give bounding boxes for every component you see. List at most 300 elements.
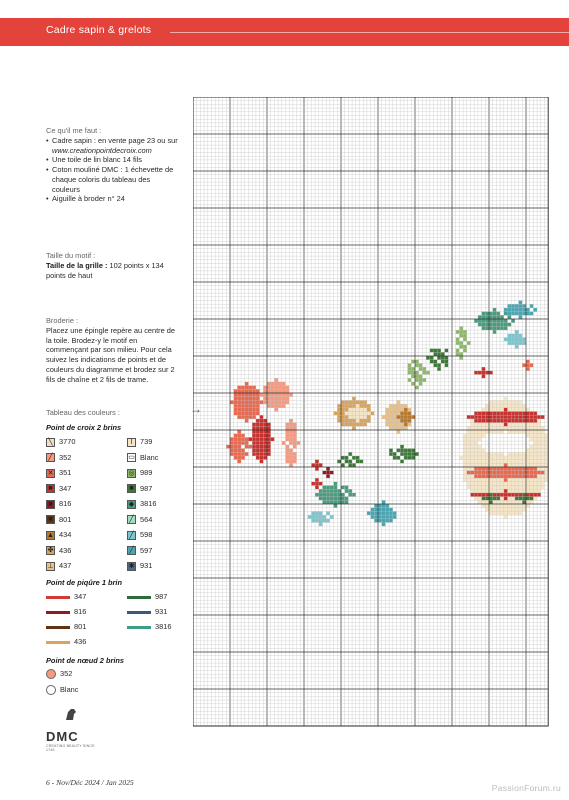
stitch-cell [515,456,519,460]
stitch-cell [289,449,293,453]
stitch-cell [530,497,534,501]
stitch-cell [519,511,523,515]
stitch-cell [519,467,523,471]
stitch-cell [252,426,256,430]
stitch-cell [471,415,475,419]
stitch-cell [493,486,497,490]
stitch-cell [441,356,445,360]
stitch-cell [267,434,271,438]
stitch-cell [226,445,230,449]
stitch-cell [526,430,530,434]
stitch-cell [237,393,241,397]
stitch-cell [263,452,267,456]
stitch-cell [323,500,327,504]
stitch-cell [541,456,545,460]
stitch-cell [260,419,264,423]
stitch-cell [522,341,526,345]
stitch-cell [530,493,534,497]
stitch-cell [496,500,500,504]
stitch-cell [522,452,526,456]
stitch-cell [245,452,249,456]
stitch-cell [323,471,327,475]
stitch-cell [378,519,382,523]
stitch-cell [522,508,526,512]
stitch-cell [530,467,534,471]
stitch-cell [511,400,515,404]
stitch-cell [482,497,486,501]
stitch-cell [348,404,352,408]
stitch-cell [256,456,260,460]
stitch-cell [530,489,534,493]
stitch-cell [382,504,386,508]
stitch-cell [493,467,497,471]
stitch-cell [474,486,478,490]
stitch-cell [519,449,523,453]
stitch-cell [234,449,238,453]
stitch-cell [385,423,389,427]
stitch-cell [408,419,412,423]
stitch-cell [389,426,393,430]
stitch-cell [367,419,371,423]
stitch-cell [526,412,530,416]
stitch-cell [496,445,500,449]
stitch-cell [519,478,523,482]
stitch-cell [504,449,508,453]
stitch-cell [533,423,537,427]
stitch-cell [508,334,512,338]
stitch-cell [485,508,489,512]
website-link[interactable]: www.creationpointdecroix.com [52,145,152,155]
stitch-cell [459,345,463,349]
stitch-cell [252,423,256,427]
stitch-cell [234,445,238,449]
stitch-cell [463,445,467,449]
stitch-cell [533,497,537,501]
stitch-cell [382,523,386,527]
stitch-cell [485,415,489,419]
stitch-cell [363,400,367,404]
stitch-cell [385,412,389,416]
stitch-cell [463,334,467,338]
stitch-cell [545,478,549,482]
stitch-cell [515,497,519,501]
stitch-cell [530,463,534,467]
stitch-cell [500,463,504,467]
stitch-cell [504,312,508,316]
stitch-cell [326,489,330,493]
stitch-cell [541,474,545,478]
stitch-cell [367,415,371,419]
stitch-cell [482,371,486,375]
stitch-cell [482,415,486,419]
stitch-cell [522,471,526,475]
stitch-cell [234,412,238,416]
stitch-cell [530,474,534,478]
stitch-cell [515,460,519,464]
legend-title: Tableau des couleurs : [46,408,120,417]
stitch-cell [385,408,389,412]
stitch-cell [489,423,493,427]
stitch-cell [515,423,519,427]
stitch-cell [508,338,512,342]
stitch-cell [274,378,278,382]
dmc-horse-icon [46,706,98,724]
stitch-cell [493,497,497,501]
stitch-cell [496,511,500,515]
stitch-cell [274,400,278,404]
stitch-cell [286,393,290,397]
stitch-cell [537,456,541,460]
stitch-cell [496,412,500,416]
stitch-cell [249,397,253,401]
stitch-cell [519,500,523,504]
stitch-cell [426,356,430,360]
stitch-cell [489,323,493,327]
stitch-cell [530,415,534,419]
stitch-cell [389,419,393,423]
french-knot-icon [46,669,56,679]
stitch-cell [356,412,360,416]
stitch-cell [389,408,393,412]
header-bar [0,18,569,46]
stitch-cell [367,404,371,408]
stitch-cell [504,504,508,508]
stitch-cell [286,423,290,427]
stitch-symbol-icon: ⊥ [47,562,54,570]
stitch-cell [415,386,419,390]
header-divider [170,32,569,33]
stitch-cell [463,434,467,438]
stitch-cell [526,408,530,412]
stitch-cell [519,404,523,408]
stitch-cell [337,460,341,464]
stitch-cell [526,360,530,364]
stitch-cell [415,360,419,364]
stitch-cell [408,412,412,416]
stitch-cell [323,493,327,497]
stitch-cell [489,434,493,438]
stitch-cell [545,437,549,441]
stitch-cell [511,304,515,308]
stitch-cell [522,456,526,460]
stitch-cell [263,389,267,393]
list-item: • Aiguille à broder n° 24 [46,194,178,204]
stitch-cell [526,460,530,464]
legend-item-597: ╱ 597 [127,546,152,556]
stitch-cell [496,497,500,501]
stitch-cell [485,434,489,438]
stitch-cell [245,419,249,423]
stitch-cell [500,408,504,412]
stitch-cell [249,415,253,419]
stitch-cell [274,404,278,408]
stitch-cell [530,419,534,423]
stitch-cell [334,493,338,497]
stitch-cell [363,408,367,412]
stitch-cell [411,371,415,375]
stitch-cell [267,452,271,456]
stitch-cell [500,426,504,430]
backstitch-item-436: 436 [46,637,86,647]
stitch-cell [489,452,493,456]
stitch-cell [397,408,401,412]
list-item: • Une toile de lin blanc 14 fils [46,155,178,165]
stitch-cell [545,463,549,467]
stitch-cell [530,449,534,453]
stitch-cell [478,412,482,416]
stitch-cell [330,489,334,493]
stitch-cell [508,441,512,445]
stitch-cell [493,423,497,427]
stitch-cell [474,456,478,460]
stitch-cell [404,404,408,408]
stitch-cell [267,430,271,434]
stitch-cell [241,386,245,390]
stitch-cell [334,504,338,508]
stitch-cell [471,489,475,493]
stitch-cell [478,456,482,460]
stitch-cell [389,511,393,515]
stitch-cell [334,500,338,504]
stitch-cell [330,515,334,519]
stitch-cell [533,478,537,482]
cross-stitch-chart [193,97,549,728]
stitch-cell [348,493,352,497]
stitch-cell [482,312,486,316]
stitch-cell [267,441,271,445]
stitch-cell [467,426,471,430]
stitch-cell [522,478,526,482]
stitch-cell [360,408,364,412]
stitch-cell [241,449,245,453]
stitch-cell [245,445,249,449]
stitch-cell [419,367,423,371]
stitch-cell [245,397,249,401]
stitch-cell [508,497,512,501]
stitch-cell [474,474,478,478]
stitch-cell [234,397,238,401]
stitch-cell [408,371,412,375]
stitch-cell [378,508,382,512]
stitch-cell [397,449,401,453]
stitch-cell [508,508,512,512]
stitch-cell [319,519,323,523]
stitch-cell [496,419,500,423]
stitch-cell [526,452,530,456]
stitch-cell [393,452,397,456]
stitch-cell [419,382,423,386]
stitch-cell [522,415,526,419]
stitch-cell [537,452,541,456]
stitch-cell [441,360,445,364]
legend-item-blanc: ▭ Blanc [128,452,159,462]
legend-item-598: ╱ 598 [127,530,152,540]
stitch-cell [293,460,297,464]
stitch-cell [511,504,515,508]
stitch-cell [463,441,467,445]
stitch-cell [493,441,497,445]
stitch-cell [441,352,445,356]
stitch-cell [260,400,264,404]
stitch-cell [289,463,293,467]
stitch-cell [471,423,475,427]
stitch-cell [522,419,526,423]
stitch-cell [519,508,523,512]
stitch-cell [230,452,234,456]
stitch-cell [533,456,537,460]
stitch-cell [482,412,486,416]
stitch-cell [482,449,486,453]
stitch-cell [500,460,504,464]
stitch-cell [500,456,504,460]
stitch-symbol-icon: I [127,438,136,447]
stitch-cell [537,423,541,427]
stitch-cell [249,445,253,449]
thread-line-icon [127,626,151,629]
stitch-cell [522,500,526,504]
stitch-cell [500,441,504,445]
stitch-cell [500,415,504,419]
stitch-cell [252,452,256,456]
stitch-cell [478,474,482,478]
stitch-cell [504,463,508,467]
stitch-cell [508,341,512,345]
stitch-cell [496,460,500,464]
stitch-symbol-icon: ◎ [128,469,135,477]
stitch-cell [241,404,245,408]
stitch-cell [519,301,523,305]
stitch-cell [482,423,486,427]
stitch-cell [504,323,508,327]
stitch-cell [493,400,497,404]
stitch-cell [400,445,404,449]
stitch-cell [478,323,482,327]
stitch-cell [530,430,534,434]
stitch-cell [526,486,530,490]
stitch-cell [493,319,497,323]
stitch-cell [493,323,497,327]
stitch-symbol-icon: ╱ [127,546,136,555]
stitch-cell [341,486,345,490]
stitch-cell [397,456,401,460]
stitch-cell [519,497,523,501]
stitch-cell [489,474,493,478]
stitch-cell [489,445,493,449]
stitch-cell [511,460,515,464]
stitch-cell [371,515,375,519]
stitch-cell [245,400,249,404]
stitch-cell [485,426,489,430]
stitch-cell [485,412,489,416]
stitch-cell [360,460,364,464]
stitch-cell [526,441,530,445]
stitch-cell [400,423,404,427]
stitch-cell [282,389,286,393]
stitch-cell [345,419,349,423]
stitch-cell [493,415,497,419]
stitch-cell [293,456,297,460]
stitch-cell [489,511,493,515]
stitch-cell [256,397,260,401]
stitch-cell [282,397,286,401]
legend-item-352: ╱ 352 [46,453,71,463]
stitch-cell [289,423,293,427]
stitch-cell [511,408,515,412]
stitch-cell [456,352,460,356]
stitch-cell [404,456,408,460]
stitch-cell [352,463,356,467]
stitch-cell [471,441,475,445]
stitch-cell [545,434,549,438]
stitch-cell [482,430,486,434]
stitch-cell [252,393,256,397]
stitch-cell [489,419,493,423]
stitch-cell [289,434,293,438]
stitch-cell [267,449,271,453]
stitch-cell [286,426,290,430]
stitch-cell [345,500,349,504]
stitch-cell [311,511,315,515]
stitch-cell [496,415,500,419]
stitch-cell [519,419,523,423]
stitch-cell [537,449,541,453]
stitch-cell [504,482,508,486]
stitch-cell [485,323,489,327]
stitch-cell [437,352,441,356]
stitch-cell [445,349,449,353]
stitch-cell [522,426,526,430]
stitch-cell [471,449,475,453]
stitch-cell [389,415,393,419]
stitch-symbol-icon: ▭ [128,454,135,462]
stitch-cell [522,467,526,471]
stitch-cell [415,363,419,367]
stitch-cell [352,412,356,416]
stitch-cell [382,500,386,504]
stitch-cell [504,500,508,504]
stitch-cell [496,400,500,404]
stitch-cell [456,341,460,345]
stitch-cell [493,478,497,482]
stitch-cell [315,467,319,471]
stitch-cell [533,430,537,434]
stitch-cell [504,511,508,515]
stitch-cell [526,471,530,475]
stitch-cell [522,460,526,464]
stitch-cell [511,441,515,445]
stitch-cell [511,341,515,345]
legend-item-739: I 739 [127,437,152,447]
stitch-cell [474,478,478,482]
backstitch-item-347: 347 [46,592,86,602]
stitch-cell [482,375,486,379]
stitch-cell [522,412,526,416]
stitch-cell [508,412,512,416]
stitch-symbol-icon: ✤ [47,547,54,555]
stitch-cell [478,434,482,438]
stitch-cell [297,441,301,445]
stitch-cell [249,386,253,390]
stitch-cell [263,419,267,423]
stitch-cell [482,504,486,508]
stitch-cell [263,400,267,404]
stitch-cell [315,519,319,523]
stitch-cell [530,486,534,490]
materials-title: Ce qu'il me faut : [46,126,102,135]
stitch-cell [330,493,334,497]
stitch-cell [363,423,367,427]
stitch-cell [256,452,260,456]
